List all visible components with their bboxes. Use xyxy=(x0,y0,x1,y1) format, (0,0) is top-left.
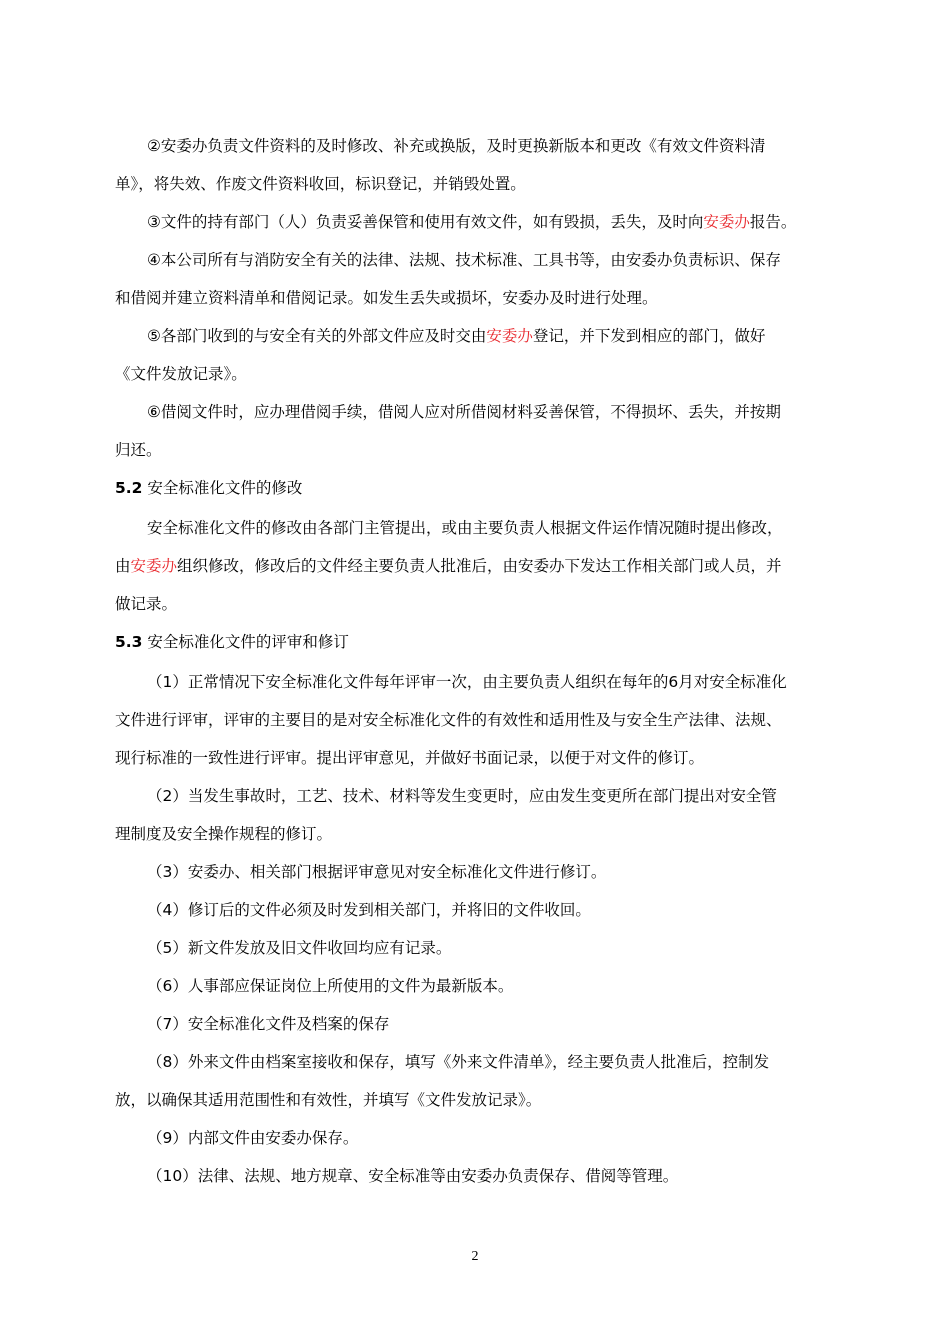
text-span: 登记，并下发到相应的部门，做好 xyxy=(532,327,766,345)
paragraph-line: 安全标准化文件的修改由各部门主管提出，或由主要负责人根据文件运作情况随时提出修改， xyxy=(147,519,783,537)
list-item-line: （8）外来文件由档案室接收和保存，填写《外来文件清单》，经主要负责人批准后，控制发 xyxy=(147,1053,770,1071)
text-span: ③文件的持有部门（人）负责妥善保管和使用有效文件，如有毁损，丢失，及时向 xyxy=(147,213,704,231)
paragraph-line xyxy=(147,326,847,346)
list-item-line: （2）当发生事故时，工艺、技术、材料等发生变更时，应由发生变更所在部门提出对安全管 xyxy=(147,787,777,805)
paragraph-line: 单》，将失效、作废文件资料收回，标识登记，并销毁处置。 xyxy=(115,175,526,193)
list-item: （6）人事部应保证岗位上所使用的文件为最新版本。 xyxy=(147,977,514,995)
text-span: ⑤各部门收到的与安全有关的外部文件应及时交由 xyxy=(147,327,487,345)
section-number: 5.3 xyxy=(115,633,143,651)
section-heading xyxy=(115,478,845,498)
paragraph-line: 和借阅并建立资料清单和借阅记录。如发生丢失或损坏，安委办及时进行处理。 xyxy=(115,289,658,307)
text-span: 组织修改，修改后的文件经主要负责人批准后，由安委办下发达工作相关部门或人员，并 xyxy=(177,557,782,575)
list-item: （7）安全标准化文件及档案的保存 xyxy=(147,1015,390,1033)
list-item-line: 文件进行评审，评审的主要目的是对安全标准化文件的有效性和适用性及与安全生产法律、法规、 xyxy=(115,711,782,729)
list-item: （9）内部文件由安委办保存。 xyxy=(147,1129,359,1147)
paragraph-line: 《文件发放记录》。 xyxy=(115,365,247,383)
text-span: 由 xyxy=(115,557,131,575)
page-number: 2 xyxy=(471,1249,479,1264)
list-item-line: 理制度及安全操作规程的修订。 xyxy=(115,825,333,843)
paragraph-line: 归还。 xyxy=(115,441,162,459)
list-item: （5）新文件发放及旧文件收回均应有记录。 xyxy=(147,939,452,957)
list-item-line: 现行标准的一致性进行评审。提出评审意见，并做好书面记录，以便于对文件的修订。 xyxy=(115,749,705,767)
section-heading xyxy=(115,632,845,652)
list-item: （10）法律、法规、地方规章、安全标准等由安委办负责保存、借阅等管理。 xyxy=(147,1167,679,1185)
section-number: 5.2 xyxy=(115,479,143,497)
list-item: （3）安委办、相关部门根据评审意见对安全标准化文件进行修订。 xyxy=(147,863,607,881)
paragraph-line: ②安委办负责文件资料的及时修改、补充或换版，及时更换新版本和更改《有效文件资料清 xyxy=(147,137,766,155)
paragraph-line: ④本公司所有与消防安全有关的法律、法规、技术标准、工具书等，由安委办负责标识、保存 xyxy=(147,251,781,269)
paragraph-line: 做记录。 xyxy=(115,595,178,613)
paragraph-line: ⑥借阅文件时，应办理借阅手续，借阅人应对所借阅材料妥善保管，不得损坏、丢失，并按期 xyxy=(147,403,781,421)
section-title: 安全标准化文件的评审和修订 xyxy=(142,633,349,651)
paragraph-line xyxy=(115,556,845,576)
highlight-text: 安委办 xyxy=(703,213,750,231)
list-item-line: 放，以确保其适用范围性和有效性，并填写《文件发放记录》。 xyxy=(115,1091,542,1109)
highlight-text: 安委办 xyxy=(486,327,533,345)
highlight-text: 安委办 xyxy=(130,557,178,575)
list-item-line: （1）正常情况下安全标准化文件每年评审一次，由主要负责人组织在每年的6月对安全标准化 xyxy=(147,673,787,691)
section-title: 安全标准化文件的修改 xyxy=(142,479,303,497)
text-span: 报告。 xyxy=(749,213,797,231)
paragraph-line xyxy=(147,212,847,232)
list-item: （4）修订后的文件必须及时发到相关部门，并将旧的文件收回。 xyxy=(147,901,591,919)
